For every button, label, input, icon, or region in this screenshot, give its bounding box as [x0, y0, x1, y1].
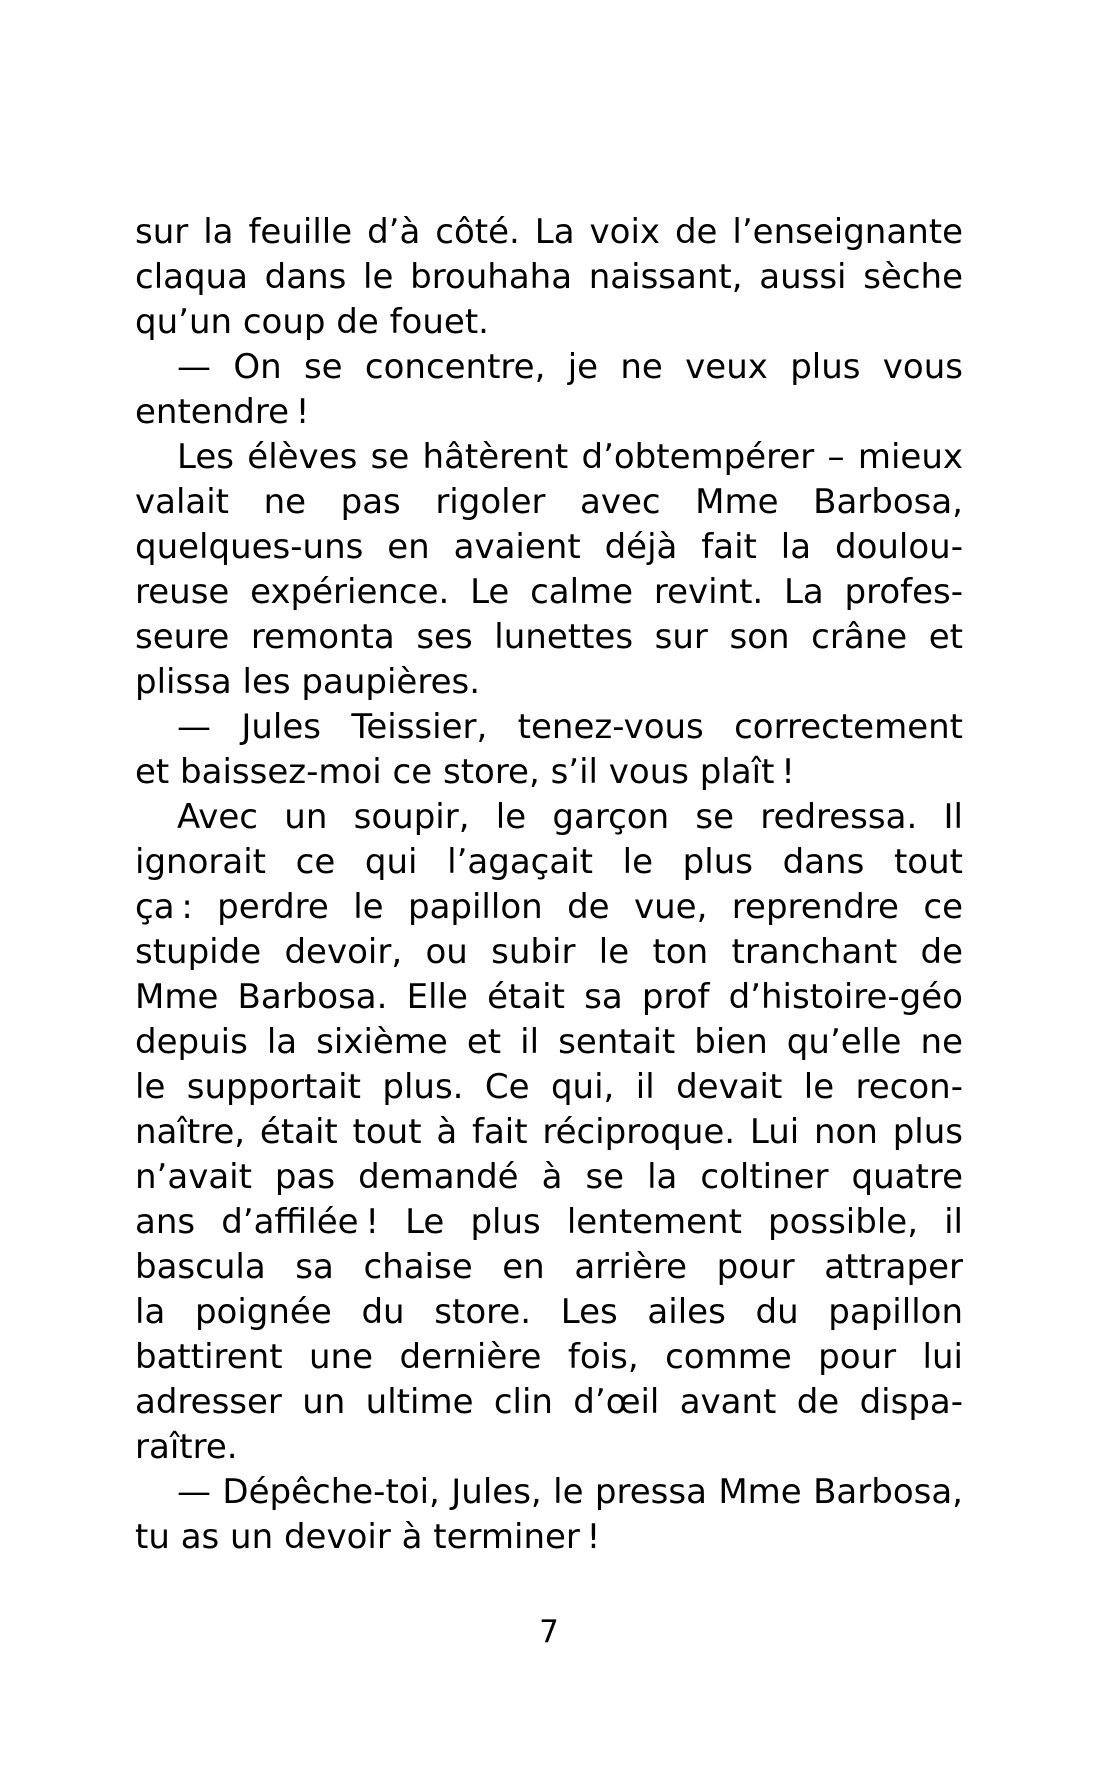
text-block: [135, 210, 963, 1560]
text-line: Avec un soupir, le garçon se redressa. Il: [177, 797, 963, 837]
text-line: plissa les paupières.: [135, 662, 481, 702]
text-line: Mme Barbosa. Elle était sa prof d’histoire-géo: [135, 977, 963, 1017]
text-line: depuis la sixième et il sentait bien qu’elle ne: [135, 1022, 963, 1062]
text-line: naître, était tout à fait réciproque. Lui non plus: [135, 1112, 963, 1152]
text-line: ans d’affilée ! Le plus lentement possible, il: [135, 1202, 963, 1242]
text-line: le supportait plus. Ce qui, il devait le recon-: [135, 1067, 963, 1107]
paragraph: [135, 705, 963, 795]
text-line: claqua dans le brouhaha naissant, aussi sèche: [135, 257, 963, 297]
paragraph: [135, 435, 963, 705]
text-line: sur la feuille d’à côté. La voix de l’enseignante: [135, 212, 963, 252]
text-line: battirent une dernière fois, comme pour lui: [135, 1337, 963, 1377]
text-line: stupide devoir, ou subir le ton tranchant de: [135, 932, 963, 972]
text-line: — On se concentre, je ne veux plus vous: [177, 347, 963, 387]
text-line: reuse expérience. Le calme revint. La profes-: [135, 572, 963, 612]
text-line: et baissez-moi ce store, s’il vous plaît !: [135, 752, 795, 792]
text-line: adresser un ultime clin d’œil avant de dispa-: [135, 1382, 963, 1422]
text-line: — Jules Teissier, tenez-vous correctement: [177, 707, 963, 747]
text-line: ça : perdre le papillon de vue, reprendre ce: [135, 887, 963, 927]
page-number: 7: [539, 1614, 559, 1650]
text-line: valait ne pas rigoler avec Mme Barbosa,: [135, 482, 963, 522]
text-line: — Dépêche-toi, Jules, le pressa Mme Barbosa,: [177, 1472, 963, 1512]
paragraph: [135, 345, 963, 435]
text-line: qu’un coup de fouet.: [135, 302, 489, 342]
text-line: n’avait pas demandé à se la coltiner quatre: [135, 1157, 963, 1197]
text-line: entendre !: [135, 392, 310, 432]
text-line: Les élèves se hâtèrent d’obtempérer – mieux: [177, 437, 963, 477]
text-line: raître.: [135, 1427, 238, 1467]
text-line: la poignée du store. Les ailes du papillon: [135, 1292, 963, 1332]
text-line: tu as un devoir à terminer !: [135, 1517, 601, 1557]
paragraph: [135, 1470, 963, 1560]
paragraph: [135, 210, 963, 345]
paragraph: [135, 795, 963, 1470]
text-line: ignorait ce qui l’agaçait le plus dans tout: [135, 842, 963, 882]
text-line: bascula sa chaise en arrière pour attraper: [135, 1247, 963, 1287]
text-line: quelques-uns en avaient déjà fait la doulou-: [135, 527, 963, 567]
text-line: seure remonta ses lunettes sur son crâne et: [135, 617, 963, 657]
